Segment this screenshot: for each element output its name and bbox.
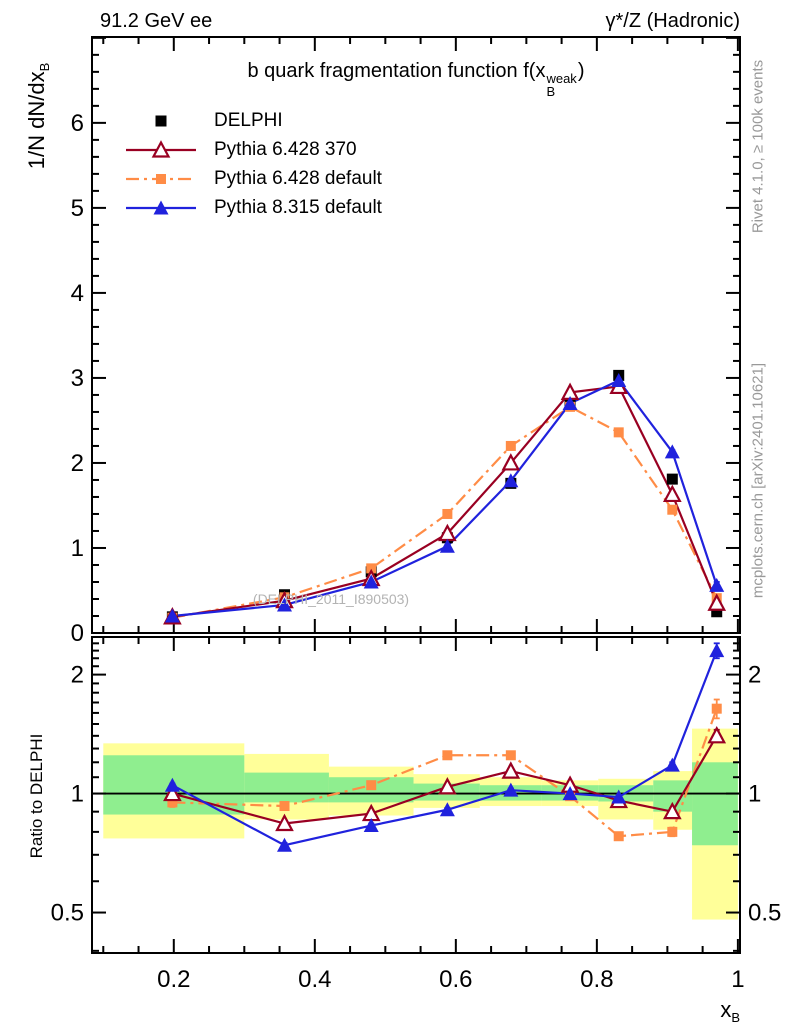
plot-title-text: b quark fragmentation function f(x: [247, 60, 546, 82]
analysis-id-watermark: (DELPHI_2011_I890503): [252, 591, 410, 607]
x-axis-label: [640, 997, 740, 1024]
main-y-axis-label-subscript: B: [37, 62, 52, 72]
svg-text:0: 0: [70, 620, 84, 647]
legend-label: DELPHI: [214, 109, 283, 131]
title-close-paren: ): [577, 60, 585, 82]
ratio-y-axis-label: Ratio to DELPHI: [27, 733, 46, 859]
title-subscript: B: [546, 84, 556, 99]
legend-item-pythia6-default: [126, 164, 382, 193]
x-axis-label-subscript: B: [731, 1010, 740, 1024]
svg-text:2: 2: [70, 449, 84, 477]
legend-item-pythia8-default: [126, 193, 382, 222]
process-label: γ*/Z (Hadronic): [605, 10, 740, 32]
main-y-axis-label-text: 1/N dN/dx: [24, 71, 49, 170]
legend-label: Pythia 8.315 default: [214, 196, 382, 218]
svg-text:0.5: 0.5: [50, 899, 84, 927]
svg-text:1: 1: [748, 780, 762, 808]
legend-label: Pythia 6.428 370: [214, 138, 357, 160]
svg-text:0.6: 0.6: [439, 966, 473, 993]
svg-text:1: 1: [731, 966, 745, 993]
svg-text:6: 6: [70, 109, 84, 137]
rivet-version-note: Rivet 4.1.0, ≥ 100k events: [749, 59, 767, 234]
svg-text:1: 1: [70, 780, 84, 808]
beam-energy-label: 91.2 GeV ee: [100, 10, 213, 32]
title-superscript: weak: [546, 71, 577, 86]
main-y-axis-label: [24, 0, 52, 266]
svg-text:4: 4: [70, 279, 84, 307]
svg-text:2: 2: [70, 661, 84, 689]
svg-text:0.5: 0.5: [748, 899, 782, 927]
mcplots-reference-note: mcplots.cern.ch [arXiv:2401.10621]: [749, 362, 767, 599]
plot-title: [92, 60, 740, 98]
svg-text:0.4: 0.4: [298, 966, 332, 993]
title-scripts: [546, 72, 576, 98]
legend-item-pythia6-370: [126, 135, 382, 164]
svg-text:2: 2: [748, 661, 762, 689]
pythia6-370-marker-icon: [126, 140, 196, 160]
pythia8-default-marker-icon: [126, 198, 196, 218]
svg-text:3: 3: [70, 364, 84, 392]
svg-text:0.8: 0.8: [580, 966, 614, 993]
svg-text:1: 1: [70, 534, 84, 562]
legend: [126, 106, 382, 222]
delphi-marker-icon: [126, 111, 196, 131]
x-axis-label-text: x: [720, 997, 732, 1022]
pythia6-default-marker-icon: [126, 169, 196, 189]
svg-text:0.2: 0.2: [157, 966, 191, 993]
legend-label: Pythia 6.428 default: [214, 167, 382, 189]
svg-text:5: 5: [70, 194, 84, 222]
legend-item-delphi: [126, 106, 382, 135]
